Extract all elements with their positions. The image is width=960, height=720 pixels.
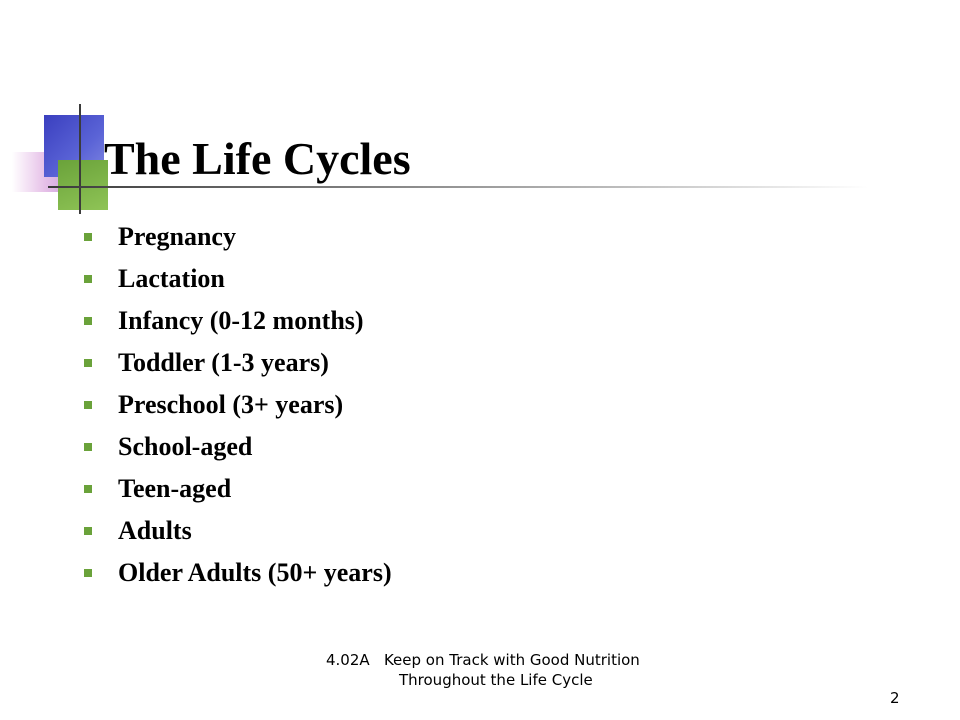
bullet-marker-icon [84, 485, 92, 493]
bullet-text: School-aged [118, 432, 253, 461]
bullet-marker-icon [84, 401, 92, 409]
bullet-item [84, 342, 392, 384]
bullet-item [84, 552, 392, 594]
bullet-item [84, 468, 392, 510]
bullet-text: Toddler (1-3 years) [118, 348, 329, 377]
decorative-green-square [58, 160, 108, 210]
bullet-text: Infancy (0-12 months) [118, 306, 364, 335]
bullet-marker-icon [84, 359, 92, 367]
bullet-marker-icon [84, 527, 92, 535]
footer-line-1: 4.02A Keep on Track with Good Nutrition [326, 651, 640, 669]
bullet-text: Preschool (3+ years) [118, 390, 344, 419]
bullet-text: Older Adults (50+ years) [118, 558, 392, 587]
bullet-item [84, 510, 392, 552]
bullet-marker-icon [84, 275, 92, 283]
bullet-item [84, 216, 392, 258]
bullet-item [84, 426, 392, 468]
bullet-text: Adults [118, 516, 192, 545]
slide-title: The Life Cycles [104, 133, 411, 184]
bullet-text: Lactation [118, 264, 225, 293]
bullet-item [84, 300, 392, 342]
decorative-vertical-line [79, 104, 81, 214]
bullet-text: Pregnancy [118, 222, 236, 251]
bullet-marker-icon [84, 569, 92, 577]
slide-number: 2 [890, 689, 900, 707]
footer-line-2: Throughout the Life Cycle [399, 671, 593, 689]
bullet-marker-icon [84, 443, 92, 451]
bullet-list [84, 216, 392, 594]
bullet-item [84, 258, 392, 300]
bullet-marker-icon [84, 233, 92, 241]
bullet-marker-icon [84, 317, 92, 325]
bullet-item [84, 384, 392, 426]
bullet-text: Teen-aged [118, 474, 232, 503]
slide-footer [326, 650, 640, 690]
